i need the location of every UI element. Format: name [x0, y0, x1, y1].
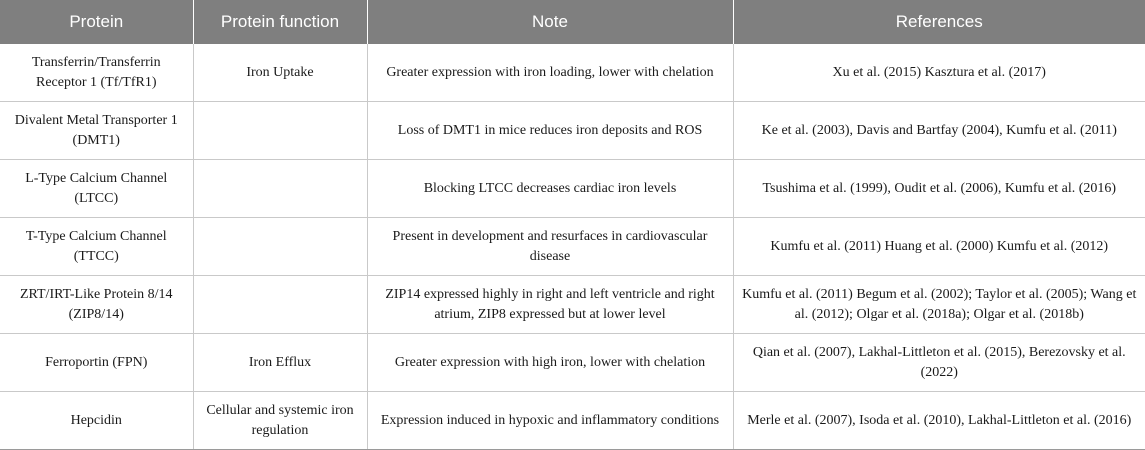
cell-references: Xu et al. (2015) Kasztura et al. (2017): [733, 44, 1145, 102]
cell-note: Blocking LTCC decreases cardiac iron levels: [367, 160, 733, 218]
table-row: [0, 102, 1145, 160]
cell-note: Greater expression with high iron, lower with chelation: [367, 334, 733, 392]
table-row: [0, 44, 1145, 102]
header-note: Note: [367, 0, 733, 44]
cell-function: [193, 276, 367, 334]
cell-function: Iron Efflux: [193, 334, 367, 392]
cell-protein: Hepcidin: [0, 392, 193, 450]
cell-note: Expression induced in hypoxic and inflammatory conditions: [367, 392, 733, 450]
header-protein-function: Protein function: [193, 0, 367, 44]
header-references: References: [733, 0, 1145, 44]
cell-note: Present in development and resurfaces in cardiovascular disease: [367, 218, 733, 276]
cell-references: Ke et al. (2003), Davis and Bartfay (2004), Kumfu et al. (2011): [733, 102, 1145, 160]
header-protein: Protein: [0, 0, 193, 44]
cell-references: Tsushima et al. (1999), Oudit et al. (2006), Kumfu et al. (2016): [733, 160, 1145, 218]
cell-note: Greater expression with iron loading, lower with chelation: [367, 44, 733, 102]
cell-function: [193, 218, 367, 276]
table-row: [0, 160, 1145, 218]
table-row: [0, 276, 1145, 334]
cell-function: Iron Uptake: [193, 44, 367, 102]
cell-function: [193, 102, 367, 160]
table-row: [0, 392, 1145, 450]
cell-protein: L-Type Calcium Channel (LTCC): [0, 160, 193, 218]
table-row: [0, 218, 1145, 276]
cell-references: Qian et al. (2007), Lakhal-Littleton et al. (2015), Berezovsky et al. (2022): [733, 334, 1145, 392]
cell-references: Kumfu et al. (2011) Huang et al. (2000) Kumfu et al. (2012): [733, 218, 1145, 276]
cell-protein: Ferroportin (FPN): [0, 334, 193, 392]
cell-note: ZIP14 expressed highly in right and left ventricle and right atrium, ZIP8 expressed but at lower level: [367, 276, 733, 334]
cell-references: Kumfu et al. (2011) Begum et al. (2002); Taylor et al. (2005); Wang et al. (2012); Olgar et al. (2018a); Olgar et al. (2018b): [733, 276, 1145, 334]
cell-function: Cellular and systemic iron regulation: [193, 392, 367, 450]
cell-note: Loss of DMT1 in mice reduces iron deposits and ROS: [367, 102, 733, 160]
cell-function: [193, 160, 367, 218]
cell-references: Merle et al. (2007), Isoda et al. (2010), Lakhal-Littleton et al. (2016): [733, 392, 1145, 450]
cell-protein: ZRT/IRT-Like Protein 8/14 (ZIP8/14): [0, 276, 193, 334]
table-row: [0, 334, 1145, 392]
cell-protein: Divalent Metal Transporter 1 (DMT1): [0, 102, 193, 160]
cell-protein: T-Type Calcium Channel (TTCC): [0, 218, 193, 276]
cell-protein: Transferrin/Transferrin Receptor 1 (Tf/TfR1): [0, 44, 193, 102]
header-row: [0, 0, 1145, 44]
